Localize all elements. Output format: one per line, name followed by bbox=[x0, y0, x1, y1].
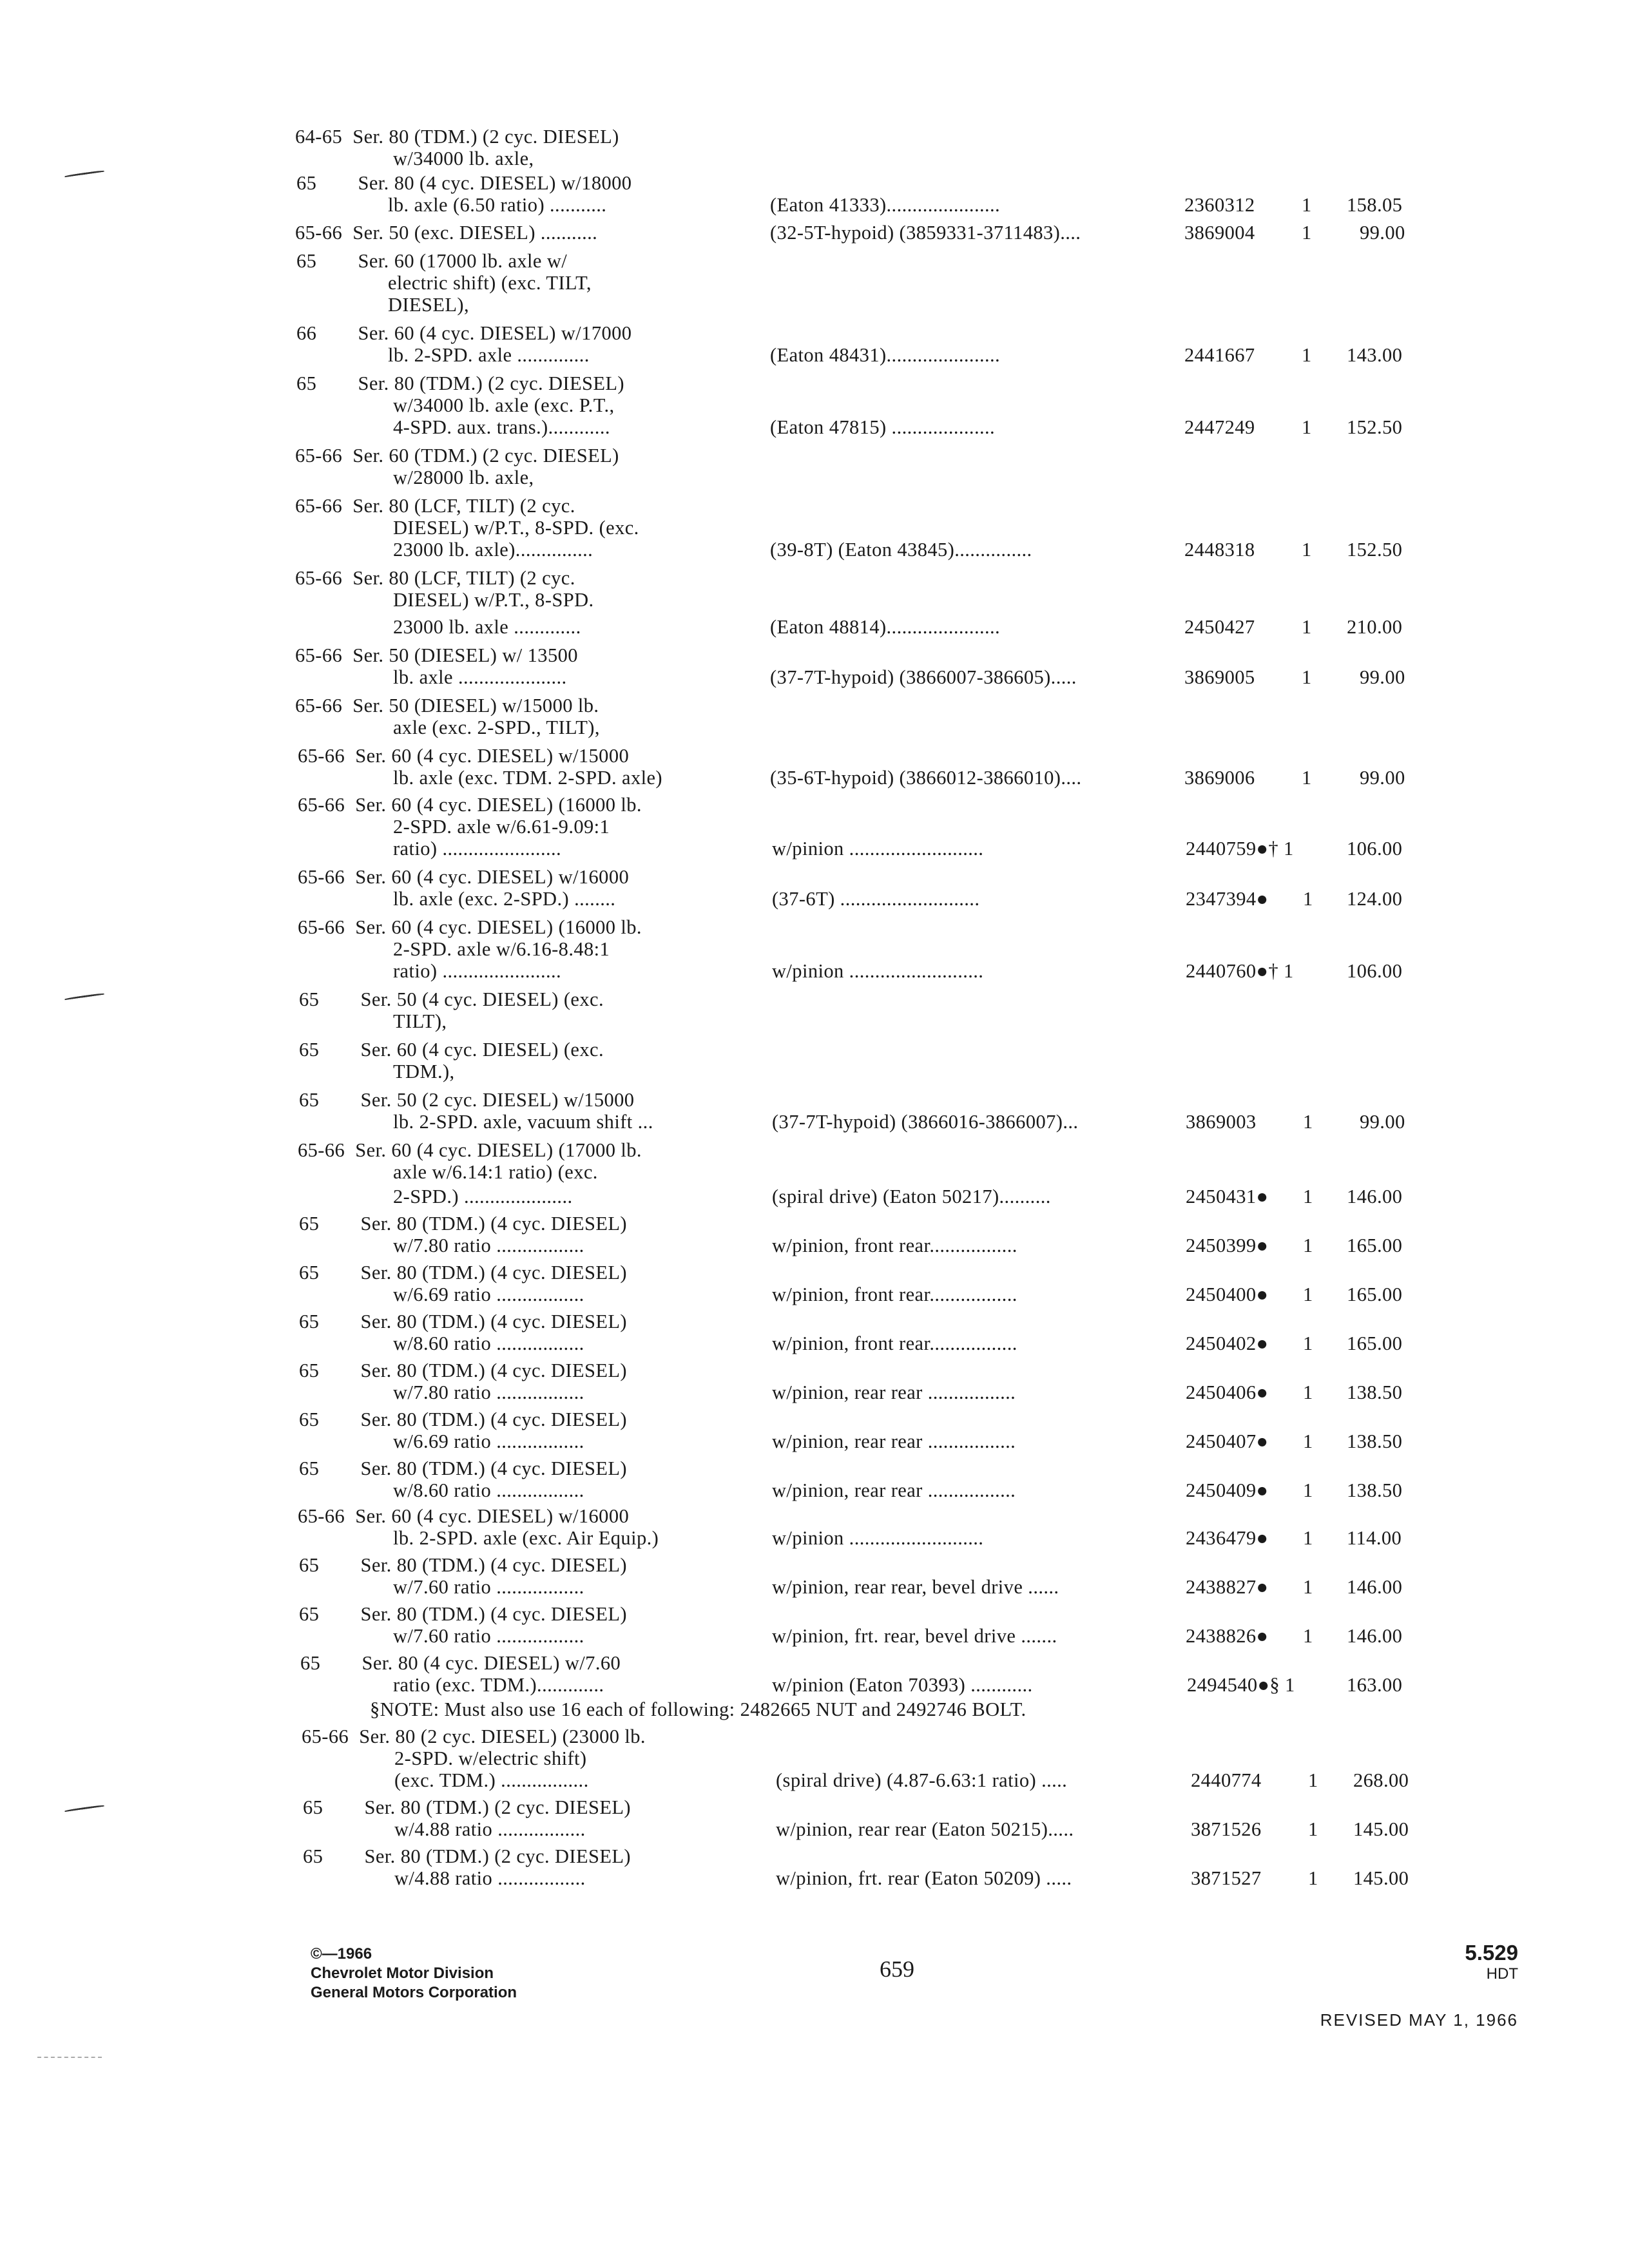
listing-line: 2450409● bbox=[1186, 1479, 1269, 1501]
listing-line: 114.00 bbox=[1347, 1527, 1402, 1549]
listing-line: 268.00 bbox=[1353, 1769, 1409, 1791]
listing-line: 2450407● bbox=[1186, 1430, 1269, 1452]
listing-line: w/8.60 ratio ................. bbox=[393, 1332, 584, 1354]
listing-line: w/4.88 ratio ................. bbox=[394, 1818, 586, 1840]
listing-line: 65-66 Ser. 60 (4 cyc. DIESEL) (17000 lb. bbox=[298, 1139, 642, 1161]
listing-line: 210.00 bbox=[1347, 616, 1403, 638]
publisher-block bbox=[311, 1945, 517, 2003]
listing-line: (Eaton 48814)...................... bbox=[770, 616, 1001, 638]
listing-line: 146.00 bbox=[1347, 1186, 1403, 1207]
listing-line: 65-66 Ser. 50 (DIESEL) w/15000 lb. bbox=[295, 695, 599, 716]
listing-line: 1 bbox=[1303, 1625, 1313, 1647]
listing-line: 163.00 bbox=[1347, 1674, 1403, 1696]
listing-line: 65-66 Ser. 80 (LCF, TILT) (2 cyc. bbox=[295, 567, 575, 589]
listing-line: 1 bbox=[1302, 767, 1312, 789]
listing-line: 1 bbox=[1303, 1111, 1313, 1133]
listing-line: 2-SPD.) ..................... bbox=[393, 1186, 573, 1207]
listing-line: w/pinion (Eaton 70393) ............ bbox=[772, 1674, 1033, 1696]
listing-line: w/4.88 ratio ................. bbox=[394, 1867, 586, 1889]
corporation-line: General Motors Corporation bbox=[311, 1984, 517, 2001]
listing-line: 138.50 bbox=[1347, 1479, 1403, 1501]
listing-line: w/pinion, rear rear ................. bbox=[772, 1381, 1016, 1403]
listing-line: ratio) ....................... bbox=[393, 838, 562, 860]
listing-line: 2447249 bbox=[1184, 416, 1255, 438]
listing-line: 3869004 bbox=[1184, 222, 1255, 244]
listing-line: 65-66 Ser. 50 (DIESEL) w/ 13500 bbox=[295, 644, 578, 666]
punch-hole-mark-top bbox=[64, 170, 104, 178]
listing-line: w/28000 lb. axle, bbox=[393, 466, 534, 488]
listing-line: lb. axle (exc. 2-SPD.) ........ bbox=[393, 888, 616, 910]
listing-line: (37-6T) ........................... bbox=[772, 888, 980, 910]
listing-line: 145.00 bbox=[1353, 1867, 1409, 1889]
listing-line: (39-8T) (Eaton 43845)............... bbox=[770, 539, 1032, 561]
listing-line: 65 Ser. 80 (TDM.) (2 cyc. DIESEL) bbox=[303, 1796, 631, 1818]
listing-line: w/pinion, rear rear ................. bbox=[772, 1479, 1016, 1501]
listing-line: 65 Ser. 80 (TDM.) (4 cyc. DIESEL) bbox=[299, 1262, 627, 1283]
listing-line: 2440759●† 1 bbox=[1186, 838, 1294, 860]
listing-line: §NOTE: Must also use 16 each of following: 2482665 NUT and 2492746 BOLT. bbox=[370, 1698, 1027, 1720]
listing-line: 1 bbox=[1302, 194, 1312, 216]
listing-line: 146.00 bbox=[1347, 1625, 1403, 1647]
listing-line: 2450431● bbox=[1186, 1186, 1269, 1207]
listing-line: 2438826● bbox=[1186, 1625, 1269, 1647]
listing-line: 3871527 bbox=[1191, 1867, 1262, 1889]
listing-line: 65 Ser. 50 (4 cyc. DIESEL) (exc. bbox=[299, 988, 604, 1010]
listing-line: electric shift) (exc. TILT, bbox=[388, 272, 592, 294]
listing-line: 152.50 bbox=[1347, 539, 1403, 561]
listing-line: 1 bbox=[1303, 1186, 1313, 1207]
listing-line: 1 bbox=[1303, 888, 1313, 910]
listing-line: 65 Ser. 80 (TDM.) (4 cyc. DIESEL) bbox=[299, 1311, 627, 1332]
listing-line: 65-66 Ser. 50 (exc. DIESEL) ........... bbox=[295, 222, 598, 244]
listing-line: 65 Ser. 80 (4 cyc. DIESEL) w/18000 bbox=[296, 172, 632, 194]
listing-line: 1 bbox=[1302, 344, 1312, 366]
listing-line: (37-7T-hypoid) (3866007-386605)..... bbox=[770, 666, 1077, 688]
listing-line: 99.00 bbox=[1360, 767, 1405, 789]
listing-line: w/pinion, rear rear (Eaton 50215)..... bbox=[776, 1818, 1074, 1840]
scan-mark bbox=[37, 2057, 102, 2058]
listing-line: (spiral drive) (Eaton 50217).......... bbox=[772, 1186, 1051, 1207]
listing-line: lb. 2-SPD. axle (exc. Air Equip.) bbox=[393, 1527, 659, 1549]
listing-line: w/pinion, frt. rear (Eaton 50209) ..... bbox=[776, 1867, 1072, 1889]
listing-line: 2450400● bbox=[1186, 1283, 1269, 1305]
listing-line: 23000 lb. axle ............. bbox=[393, 616, 581, 638]
listing-line: 145.00 bbox=[1353, 1818, 1409, 1840]
listing-line: 106.00 bbox=[1347, 838, 1403, 860]
listing-line: (32-5T-hypoid) (3859331-3711483).... bbox=[770, 222, 1081, 244]
punch-hole-mark-middle bbox=[64, 993, 104, 1001]
listing-line: 1 bbox=[1303, 1576, 1313, 1598]
listing-line: 1 bbox=[1308, 1818, 1318, 1840]
listing-line: 2450399● bbox=[1186, 1235, 1269, 1256]
listing-line: 165.00 bbox=[1347, 1332, 1403, 1354]
listing-line: 2450402● bbox=[1186, 1332, 1269, 1354]
listing-line: 1 bbox=[1302, 616, 1312, 638]
listing-line: 1 bbox=[1303, 1527, 1313, 1549]
listing-line: w/8.60 ratio ................. bbox=[393, 1479, 584, 1501]
listing-line: (37-7T-hypoid) (3866016-3866007)... bbox=[772, 1111, 1079, 1133]
revision-date: REVISED MAY 1, 1966 bbox=[1320, 2010, 1518, 2030]
listing-line: 65-66 Ser. 80 (2 cyc. DIESEL) (23000 lb. bbox=[302, 1725, 646, 1747]
listing-line: 65 Ser. 80 (TDM.) (4 cyc. DIESEL) bbox=[299, 1213, 627, 1235]
listing-line: 65 Ser. 60 (17000 lb. axle w/ bbox=[296, 250, 568, 272]
listing-line: 4-SPD. aux. trans.)............ bbox=[393, 416, 610, 438]
listing-line: lb. 2-SPD. axle .............. bbox=[388, 344, 590, 366]
listing-line: DIESEL) w/P.T., 8-SPD. (exc. bbox=[393, 517, 639, 539]
listing-line: (Eaton 48431)...................... bbox=[770, 344, 1001, 366]
listing-line: DIESEL), bbox=[388, 294, 470, 316]
listing-line: 2440774 bbox=[1191, 1769, 1262, 1791]
listing-line: 2-SPD. w/electric shift) bbox=[394, 1747, 587, 1769]
listing-line: 3869003 bbox=[1186, 1111, 1257, 1133]
section-code bbox=[1465, 1941, 1518, 1983]
listing-line: 65 Ser. 80 (TDM.) (2 cyc. DIESEL) bbox=[296, 372, 624, 394]
listing-line: 2-SPD. axle w/6.16-8.48:1 bbox=[393, 938, 610, 960]
listing-line: w/pinion, front rear................. bbox=[772, 1235, 1017, 1256]
listing-line: 165.00 bbox=[1347, 1283, 1403, 1305]
listing-line: 2448318 bbox=[1184, 539, 1255, 561]
listing-line: DIESEL) w/P.T., 8-SPD. bbox=[393, 589, 594, 611]
listing-line: 106.00 bbox=[1347, 960, 1403, 982]
listing-line: w/7.60 ratio ................. bbox=[393, 1625, 584, 1647]
listing-line: 65 Ser. 80 (TDM.) (4 cyc. DIESEL) bbox=[299, 1457, 627, 1479]
page-number: 659 bbox=[880, 1956, 914, 1982]
listing-line: 3869005 bbox=[1184, 666, 1255, 688]
listing-line: w/pinion, front rear................. bbox=[772, 1332, 1017, 1354]
listing-line: w/34000 lb. axle (exc. P.T., bbox=[393, 394, 615, 416]
listing-line: w/pinion .......................... bbox=[772, 838, 984, 860]
listing-line: 1 bbox=[1303, 1235, 1313, 1256]
listing-line: axle w/6.14:1 ratio) (exc. bbox=[393, 1161, 598, 1183]
listing-line: w/pinion, frt. rear, bevel drive ....... bbox=[772, 1625, 1057, 1647]
listing-line: 1 bbox=[1308, 1769, 1318, 1791]
listing-line: 65 Ser. 60 (4 cyc. DIESEL) (exc. bbox=[299, 1039, 604, 1061]
listing-line: w/pinion, rear rear, bevel drive ...... bbox=[772, 1576, 1059, 1598]
listing-line: 65 Ser. 80 (4 cyc. DIESEL) w/7.60 bbox=[300, 1652, 621, 1674]
listing-line: (Eaton 41333)...................... bbox=[770, 194, 1001, 216]
listing-line: 138.50 bbox=[1347, 1381, 1403, 1403]
listing-line: 2441667 bbox=[1184, 344, 1255, 366]
listing-line: 65 Ser. 80 (TDM.) (4 cyc. DIESEL) bbox=[299, 1603, 627, 1625]
listing-line: 158.05 bbox=[1347, 194, 1403, 216]
listing-line: ratio (exc. TDM.)............. bbox=[393, 1674, 604, 1696]
listing-line: 65 Ser. 80 (TDM.) (4 cyc. DIESEL) bbox=[299, 1554, 627, 1576]
listing-line: 1 bbox=[1303, 1430, 1313, 1452]
listing-line: 99.00 bbox=[1360, 1111, 1405, 1133]
listing-line: 1 bbox=[1308, 1867, 1318, 1889]
listing-line: (35-6T-hypoid) (3866012-3866010).... bbox=[770, 767, 1082, 789]
listing-line: 65 Ser. 80 (TDM.) (4 cyc. DIESEL) bbox=[299, 1360, 627, 1381]
listing-line: 65-66 Ser. 60 (4 cyc. DIESEL) w/16000 bbox=[298, 866, 630, 888]
listing-line: 2494540●§ 1 bbox=[1187, 1674, 1295, 1696]
listing-line: (exc. TDM.) ................. bbox=[394, 1769, 589, 1791]
listing-line: 99.00 bbox=[1360, 666, 1405, 688]
listing-line: w/6.69 ratio ................. bbox=[393, 1283, 584, 1305]
listing-line: 1 bbox=[1302, 539, 1312, 561]
listing-line: w/pinion, front rear................. bbox=[772, 1283, 1017, 1305]
listing-line: w/6.69 ratio ................. bbox=[393, 1430, 584, 1452]
section-subtitle: HDT bbox=[1486, 1965, 1518, 1983]
listing-line: 64-65 Ser. 80 (TDM.) (2 cyc. DIESEL) bbox=[295, 126, 619, 148]
listing-line: 152.50 bbox=[1347, 416, 1403, 438]
listing-line: (Eaton 47815) .................... bbox=[770, 416, 996, 438]
listing-line: (spiral drive) (4.87-6.63:1 ratio) ..... bbox=[776, 1769, 1068, 1791]
listing-line: lb. axle (6.50 ratio) ........... bbox=[388, 194, 607, 216]
copyright-line: ©—1966 bbox=[311, 1945, 372, 1963]
listing-line: 124.00 bbox=[1347, 888, 1403, 910]
listing-line: 65 Ser. 80 (TDM.) (4 cyc. DIESEL) bbox=[299, 1408, 627, 1430]
division-line: Chevrolet Motor Division bbox=[311, 1965, 494, 1982]
listing-line: 2440760●† 1 bbox=[1186, 960, 1294, 982]
listing-line: 2-SPD. axle w/6.61-9.09:1 bbox=[393, 816, 610, 838]
listing-line: 2436479● bbox=[1186, 1527, 1269, 1549]
listing-line: 1 bbox=[1303, 1479, 1313, 1501]
listing-line: 65-66 Ser. 60 (4 cyc. DIESEL) w/15000 bbox=[298, 745, 630, 767]
listing-line: 146.00 bbox=[1347, 1576, 1403, 1598]
listing-line: w/pinion, rear rear ................. bbox=[772, 1430, 1016, 1452]
listing-line: 1 bbox=[1303, 1283, 1313, 1305]
listing-line: 65 Ser. 50 (2 cyc. DIESEL) w/15000 bbox=[299, 1089, 635, 1111]
listing-line: w/7.60 ratio ................. bbox=[393, 1576, 584, 1598]
listing-line: TDM.), bbox=[393, 1061, 455, 1082]
section-number: 5.529 bbox=[1465, 1941, 1518, 1965]
listing-line: w/7.80 ratio ................. bbox=[393, 1381, 584, 1403]
punch-hole-mark-bottom bbox=[64, 1805, 104, 1812]
listing-line: 65-66 Ser. 60 (4 cyc. DIESEL) (16000 lb. bbox=[298, 916, 642, 938]
listing-line: w/pinion .......................... bbox=[772, 960, 984, 982]
listing-line: 2450427 bbox=[1184, 616, 1255, 638]
listing-line: 65-66 Ser. 60 (4 cyc. DIESEL) w/16000 bbox=[298, 1505, 630, 1527]
listing-line: 2360312 bbox=[1184, 194, 1255, 216]
listing-line: 3869006 bbox=[1184, 767, 1255, 789]
listing-line: 1 bbox=[1302, 666, 1312, 688]
listing-line: 65-66 Ser. 60 (4 cyc. DIESEL) (16000 lb. bbox=[298, 794, 642, 816]
listing-line: 65-66 Ser. 60 (TDM.) (2 cyc. DIESEL) bbox=[295, 445, 619, 466]
listing-line: 65-66 Ser. 80 (LCF, TILT) (2 cyc. bbox=[295, 495, 575, 517]
listing-line: TILT), bbox=[393, 1010, 447, 1032]
listing-line: 99.00 bbox=[1360, 222, 1405, 244]
listing-line: 2347394● bbox=[1186, 888, 1269, 910]
listing-line: 23000 lb. axle)............... bbox=[393, 539, 593, 561]
listing-line: 143.00 bbox=[1347, 344, 1403, 366]
listing-line: 1 bbox=[1302, 416, 1312, 438]
listing-line: 65 Ser. 80 (TDM.) (2 cyc. DIESEL) bbox=[303, 1845, 631, 1867]
listing-line: w/pinion .......................... bbox=[772, 1527, 984, 1549]
listing-line: w/7.80 ratio ................. bbox=[393, 1235, 584, 1256]
listing-line: 2438827● bbox=[1186, 1576, 1269, 1598]
listing-line: w/34000 lb. axle, bbox=[393, 148, 534, 169]
listing-line: lb. axle (exc. TDM. 2-SPD. axle) bbox=[393, 767, 662, 789]
listing-line: 66 Ser. 60 (4 cyc. DIESEL) w/17000 bbox=[296, 322, 632, 344]
listing-line: 138.50 bbox=[1347, 1430, 1403, 1452]
listing-line: 1 bbox=[1303, 1332, 1313, 1354]
listing-line: axle (exc. 2-SPD., TILT), bbox=[393, 716, 600, 738]
listing-line: 1 bbox=[1303, 1381, 1313, 1403]
listing-line: 2450406● bbox=[1186, 1381, 1269, 1403]
listing-line: ratio) ....................... bbox=[393, 960, 562, 982]
listing-line: lb. 2-SPD. axle, vacuum shift ... bbox=[393, 1111, 653, 1133]
listing-line: 3871526 bbox=[1191, 1818, 1262, 1840]
listing-line: lb. axle ..................... bbox=[393, 666, 567, 688]
listing-line: 165.00 bbox=[1347, 1235, 1403, 1256]
listing-line: 1 bbox=[1302, 222, 1312, 244]
